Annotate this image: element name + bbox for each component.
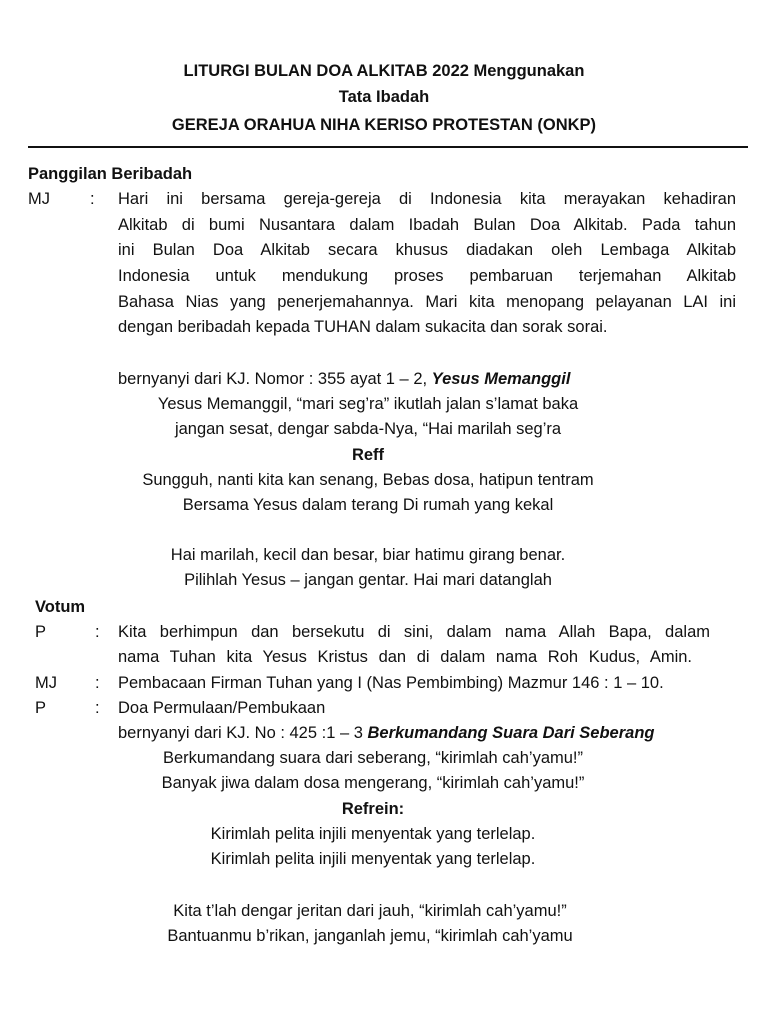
section-heading-panggilan: Panggilan Beribadah — [28, 165, 193, 183]
speaker-label: P — [35, 699, 47, 717]
paragraph-line: Bahasa Nias yang penerjemahannya. Mari kita menopang pelayanan LAI ini — [118, 293, 736, 311]
paragraph-line: Hari ini bersama gereja-gereja di Indonesia kita merayakan kehadiran — [118, 190, 736, 208]
speaker-label: MJ — [28, 190, 50, 208]
title-line-2: Tata Ibadah — [338, 88, 430, 106]
title-line-1: LITURGI BULAN DOA ALKITAB 2022 Menggunakan — [183, 62, 585, 80]
lyric-line: Bersama Yesus dalam terang Di rumah yang kekal — [182, 496, 554, 514]
paragraph-line: nama Tuhan kita Yesus Kristus dan di dalam nama Roh Kudus, Amin. — [118, 648, 692, 666]
lyric-line: Yesus Memanggil, “mari seg’ra” ikutlah jalan s’lamat baka — [157, 395, 579, 413]
lyric-line: Kirimlah pelita injili menyentak yang terlelap. — [210, 825, 536, 843]
header-divider — [28, 146, 748, 148]
speaker-label: P — [35, 623, 47, 641]
paragraph-line: dengan beribadah kepada TUHAN dalam sukacita dan sorak sorai. — [118, 318, 608, 336]
song-intro-text: bernyanyi dari KJ. Nomor : 355 ayat 1 – 2, — [118, 370, 432, 388]
speaker-colon: : — [90, 190, 95, 208]
prayer-line: Doa Permulaan/Pembukaan — [118, 699, 326, 717]
paragraph-line: ini Bulan Doa Alkitab secara khusus diadakan oleh Lembaga Alkitab — [118, 241, 736, 259]
lyric-line: Pilihlah Yesus – jangan gentar. Hai mari datanglah — [184, 571, 552, 589]
lyric-line: Banyak jiwa dalam dosa mengerang, “kirimlah cah’yamu!” — [161, 774, 585, 792]
lyric-line: jangan sesat, dengar sabda-Nya, “Hai marilah seg’ra — [174, 420, 562, 438]
paragraph-line: Kita berhimpun dan bersekutu di sini, dalam nama Allah Bapa, dalam — [118, 623, 710, 641]
lyric-line: Sungguh, nanti kita kan senang, Bebas dosa, hatipun tentram — [142, 471, 594, 489]
song-intro-text: bernyanyi dari KJ. No : 425 :1 – 3 — [118, 724, 368, 742]
lyric-line: Bantuanmu b’rikan, janganlah jemu, “kirimlah cah’yamu — [167, 927, 573, 945]
refrein-label: Refrein: — [341, 800, 405, 818]
song-intro — [118, 724, 655, 743]
speaker-colon: : — [95, 674, 100, 692]
section-heading-votum: Votum — [35, 598, 86, 616]
speaker-colon: : — [95, 699, 100, 717]
lyric-line: Berkumandang suara dari seberang, “kirimlah cah’yamu!” — [162, 749, 584, 767]
song-title: Berkumandang Suara Dari Seberang — [367, 724, 655, 742]
paragraph-line: Alkitab di bumi Nusantara dalam Ibadah Bulan Doa Alkitab. Pada tahun — [118, 216, 736, 234]
reff-label: Reff — [351, 446, 385, 464]
lyric-line: Kita t’lah dengar jeritan dari jauh, “kirimlah cah’yamu!” — [173, 902, 567, 920]
speaker-label: MJ — [35, 674, 57, 692]
song-intro — [118, 370, 570, 389]
lyric-line: Hai marilah, kecil dan besar, biar hatimu girang benar. — [170, 546, 566, 564]
song-title: Yesus Memanggil — [431, 370, 571, 388]
reading-line: Pembacaan Firman Tuhan yang I (Nas Pembimbing) Mazmur 146 : 1 – 10. — [118, 674, 664, 692]
title-line-3: GEREJA ORAHUA NIHA KERISO PROTESTAN (ONKP) — [171, 116, 597, 134]
paragraph-line: Indonesia untuk mendukung proses pembaruan terjemahan Alkitab — [118, 267, 736, 285]
lyric-line: Kirimlah pelita injili menyentak yang terlelap. — [210, 850, 536, 868]
speaker-colon: : — [95, 623, 100, 641]
